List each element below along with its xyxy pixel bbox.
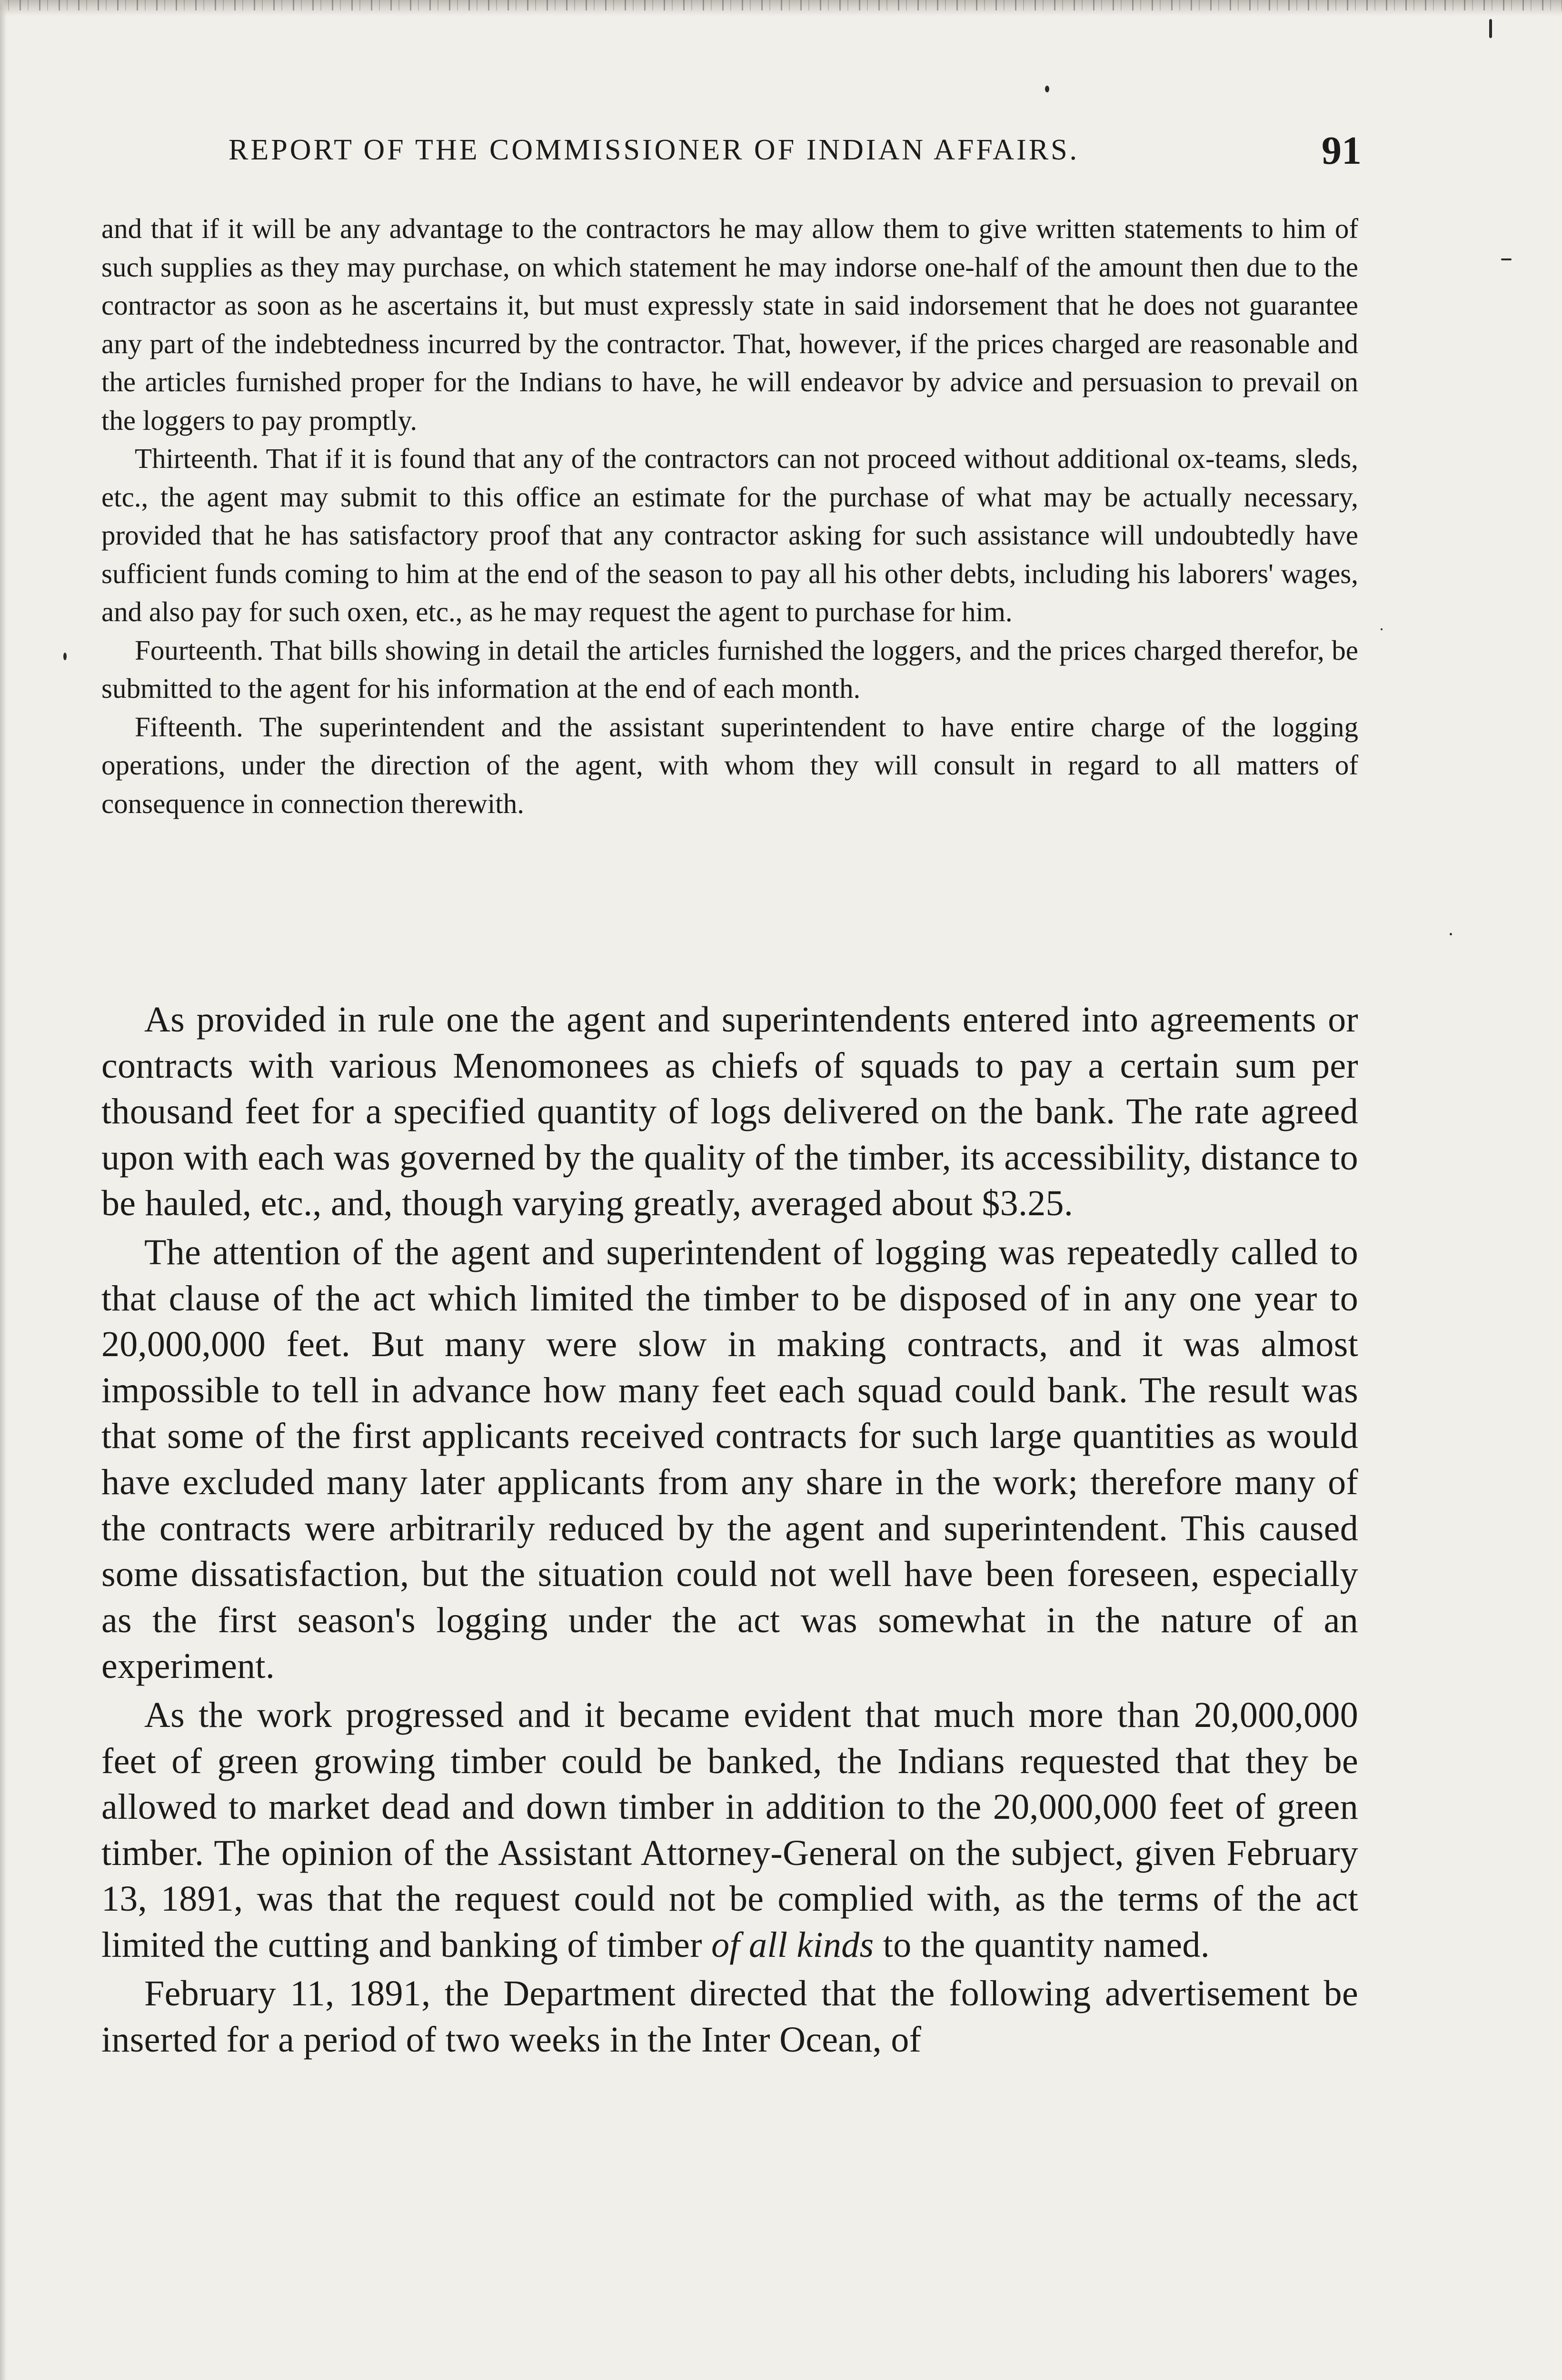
rule-fifteenth: Fifteenth. The superintendent and the assistant superintendent to have entire charge of the logging operations, under the direction of the agent, with whom they will consult in regard to all matters of consequence in connection therewith.: [101, 711, 1358, 819]
italic-phrase: of all kinds: [711, 1924, 874, 1965]
paragraph-text: to the quantity named.: [874, 1924, 1210, 1965]
scan-speck: [1489, 19, 1492, 38]
running-head: [229, 128, 1362, 175]
rule-twelfth-continuation: and that if it will be any advantage to the contractors he may allow them to give written statements to him of such supplies as they may purchase, on which statement he may indorse one-half of the amount then due to the contractor as soon as he ascertains it, but must expressly state in said indorsement that he does not guarantee any part of the indebtedness incurred by the contractor. That, however, if the prices charged are reasonable and the articles furnished proper for the Indians to have, he will endeavor by advice and persuasion to prevail on the loggers to pay promptly.: [101, 213, 1358, 436]
scan-left-edge: [0, 0, 7, 2380]
paragraph-advertisement: February 11, 1891, the Department directed that the following advertisement be inserted for a period of two weeks in the Inter Ocean, of: [101, 1973, 1358, 2060]
rule-thirteenth: Thirteenth. That if it is found that any of the contractors can not proceed without additional ox-teams, sleds, etc., the agent may submit to this office an estimate for the purchase of what may be actually necessary, provided that he has satisfactory proof that any contractor asking for such assistance will undoubtedly have sufficient funds coming to him at the end of the season to pay all his other debts, including his laborers' wages, and also pay for such oxen, etc., as he may request the agent to purchase for him.: [101, 443, 1358, 627]
scan-speck: [1381, 628, 1383, 630]
paragraph-contracts: As provided in rule one the agent and superintendents entered into agreements or contracts with various Menomonees as chiefs of squads to pay a certain sum per thousand feet for a specified quantity of logs delivered on the bank. The rate agreed upon with each was governed by the quality of the timber, its accessibility, distance to be hauled, etc., and, though varying greatly, averaged about $3.25.: [101, 1000, 1358, 1224]
page-number: 91: [1322, 129, 1362, 173]
scan-speck: [1501, 258, 1512, 260]
scan-top-noise: [0, 0, 1562, 10]
page-title: REPORT OF THE COMMISSIONER OF INDIAN AFFAIRS.: [229, 134, 1080, 166]
rule-fourteenth: Fourteenth. That bills showing in detail the articles furnished the loggers, and the prices charged therefor, be submitted to the agent for his information at the end of each month.: [101, 634, 1358, 704]
scan-speck: [1045, 86, 1049, 92]
paragraph-timber-limit: The attention of the agent and superintendent of logging was repeatedly called to that clause of the act which limited the timber to be disposed of in any one year to 20,000,000 feet. But many were slow in making contracts, and it was almost impossible to tell in advance how many feet each squad could bank. The result was that some of the first applicants received contracts for such large quantities as would have excluded many later applicants from any share in the work; therefore many of the contracts were arbitrarily reduced by the agent and superintendent. This caused some dissatisfaction, but the situation could not well have been foreseen, especially as the first season's logging under the act was somewhat in the nature of an experiment.: [101, 1232, 1358, 1686]
scan-speck: [1450, 933, 1452, 935]
paragraph-dead-timber: [101, 1692, 1358, 1968]
scan-speck: [63, 653, 67, 660]
paragraph-text: As the work progressed and it became evident that much more than 20,000,000 feet of green growing timber could be banked, the Indians requested that they be allowed to market dead and down timber in addition to the 20,000,000 feet of green timber. The opinion of the Assistant Attorney-General on the subject, given February 13, 1891, was that the request could not be complied with, as the terms of the act limited the cutting and banking of timber: [101, 1695, 1358, 1965]
report-body: [101, 997, 1358, 2063]
rules-section: [101, 209, 1358, 823]
